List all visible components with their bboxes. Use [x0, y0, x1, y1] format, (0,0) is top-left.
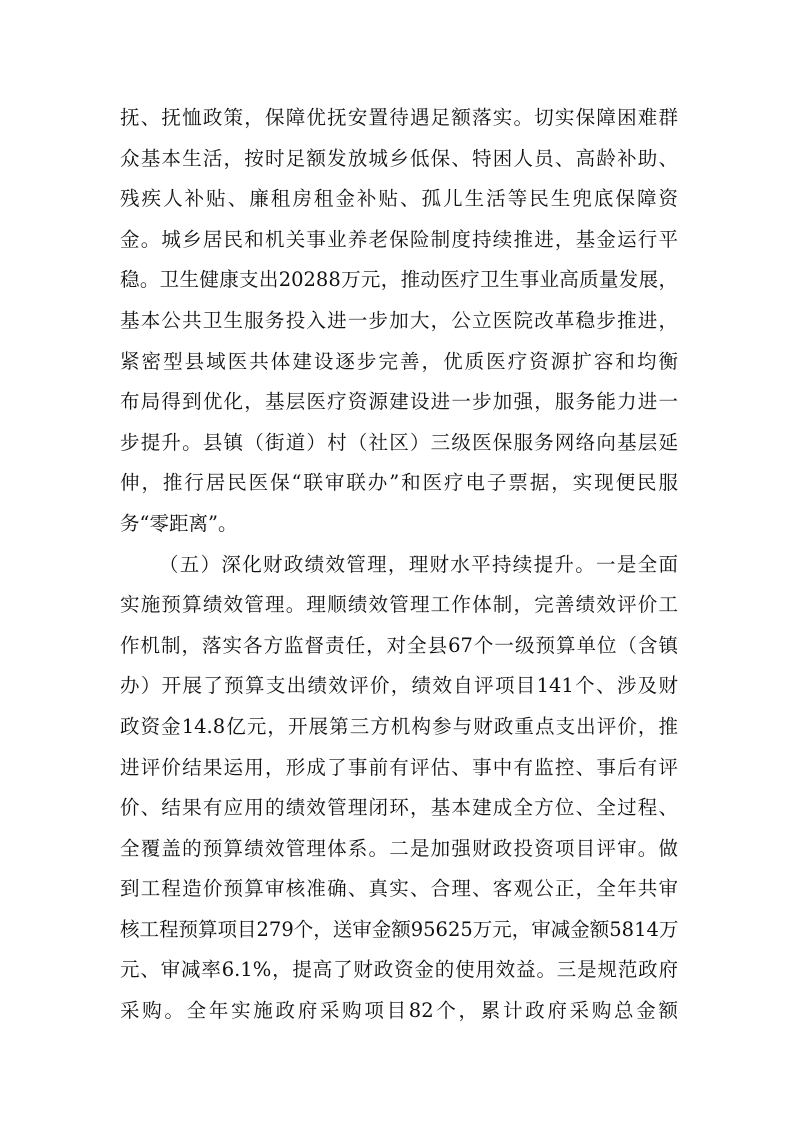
text-line: 众基本生活，按时足额发放城乡低保、特困人员、高龄补助、 — [120, 146, 678, 170]
text-line: 抚、抚恤政策，保障优抚安置待遇足额落实。切实保障困难群 — [120, 106, 678, 129]
text-line: 伸，推行居民医保“联审联办”和医疗电子票据，实现便民服 — [120, 471, 678, 495]
text-line: 布局得到优化，基层医疗资源建设进一步加强，服务能力进一 — [120, 390, 678, 414]
text-line: 稳。卫生健康支出20288万元，推动医疗卫生事业高质量发展， — [120, 268, 678, 292]
text-line: 价、结果有应用的绩效管理闭环，基本建成全方位、全过程、 — [120, 796, 678, 820]
text-line: 到工程造价预算审核准确、真实、合理、客观公正，全年共审 — [120, 877, 678, 901]
text-line: 元、审减率6.1%，提高了财政资金的使用效益。三是规范政府 — [120, 958, 678, 982]
text-line: 作机制，落实各方监督责任，对全县67个一级预算单位（含镇 — [120, 633, 678, 657]
text-line: 金。城乡居民和机关事业养老保险制度持续推进，基金运行平 — [120, 227, 678, 251]
text-line: 办）开展了预算支出绩效评价，绩效自评项目141个、涉及财 — [120, 674, 678, 698]
text-line: 核工程预算项目279个，送审金额95625万元，审减金额5814万 — [120, 917, 679, 941]
body-text — [120, 98, 678, 1032]
text-line: 紧密型县域医共体建设逐步完善，优质医疗资源扩容和均衡 — [120, 349, 678, 373]
text-line: 采购。全年实施政府采购项目82个，累计政府采购总金额 — [120, 999, 678, 1023]
text-line: 进评价结果运用，形成了事前有评估、事中有监控、事后有评 — [120, 755, 678, 779]
text-line: 残疾人补贴、廉租房租金补贴、孤儿生活等民生兜底保障资 — [120, 187, 678, 211]
text-line: 基本公共卫生服务投入进一步加大，公立医院改革稳步推进， — [120, 308, 678, 332]
paragraph-first-line: （五）深化财政绩效管理，理财水平持续提升。一是全面 — [159, 552, 678, 576]
text-line: 政资金14.8亿元，开展第三方机构参与财政重点支出评价，推 — [120, 714, 678, 738]
text-line: 实施预算绩效管理。理顺绩效管理工作体制，完善绩效评价工 — [120, 593, 678, 617]
text-line: 务“零距离”。 — [120, 511, 238, 535]
text-line: 步提升。县镇（街道）村（社区）三级医保服务网络向基层延 — [120, 430, 678, 454]
text-line: 全覆盖的预算绩效管理体系。二是加强财政投资项目评审。做 — [120, 836, 678, 860]
